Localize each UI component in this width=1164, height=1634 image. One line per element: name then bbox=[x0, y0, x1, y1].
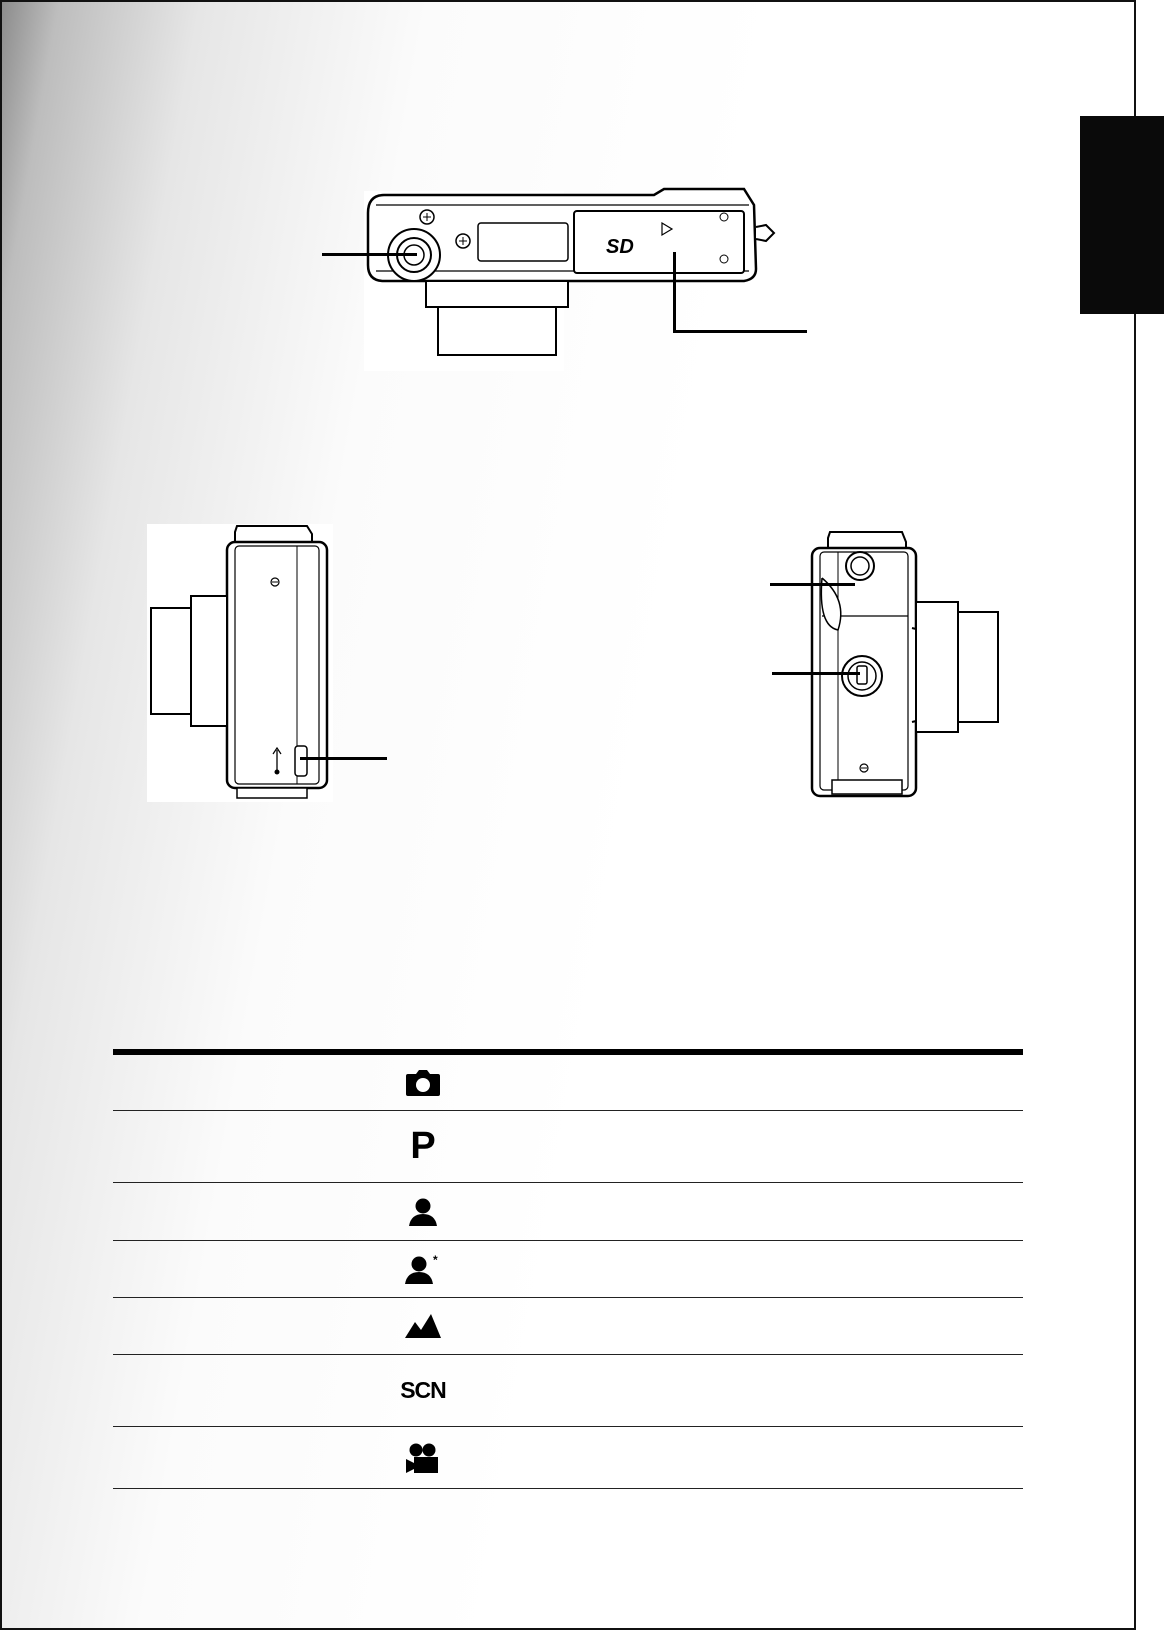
program-p-label: P bbox=[410, 1125, 436, 1167]
scene-icon bbox=[400, 1371, 446, 1411]
camera-right-side-diagram bbox=[808, 530, 1004, 810]
sd-logo: SD bbox=[606, 236, 634, 258]
leader-line-usb-port bbox=[300, 757, 387, 760]
camera-left-side-diagram bbox=[147, 524, 337, 804]
camera-top-view-diagram bbox=[364, 183, 784, 373]
movie-icon bbox=[403, 1438, 443, 1478]
camera-icon bbox=[403, 1063, 443, 1103]
mode-row-landscape bbox=[113, 1298, 1023, 1355]
leader-line-right-1 bbox=[770, 583, 855, 586]
leader-line-right-2 bbox=[772, 672, 860, 675]
mode-row-auto bbox=[113, 1055, 1023, 1111]
landscape-icon bbox=[403, 1306, 443, 1346]
leader-line-tripod-socket bbox=[322, 253, 417, 256]
svg-text:*: * bbox=[433, 1254, 438, 1267]
program-p-icon bbox=[403, 1127, 443, 1167]
mode-table bbox=[113, 1049, 1023, 1489]
mode-row-program bbox=[113, 1111, 1023, 1183]
leader-line-sd-cover-h bbox=[673, 330, 807, 333]
section-tab bbox=[1080, 116, 1164, 314]
mode-row-portrait bbox=[113, 1183, 1023, 1241]
scene-label: SCN bbox=[400, 1377, 446, 1403]
leader-line-sd-cover-v bbox=[673, 252, 676, 332]
mode-row-scene bbox=[113, 1355, 1023, 1427]
mode-row-night-portrait bbox=[113, 1241, 1023, 1298]
mode-row-movie bbox=[113, 1427, 1023, 1489]
portrait-icon bbox=[403, 1192, 443, 1232]
night-portrait-icon bbox=[403, 1249, 443, 1289]
